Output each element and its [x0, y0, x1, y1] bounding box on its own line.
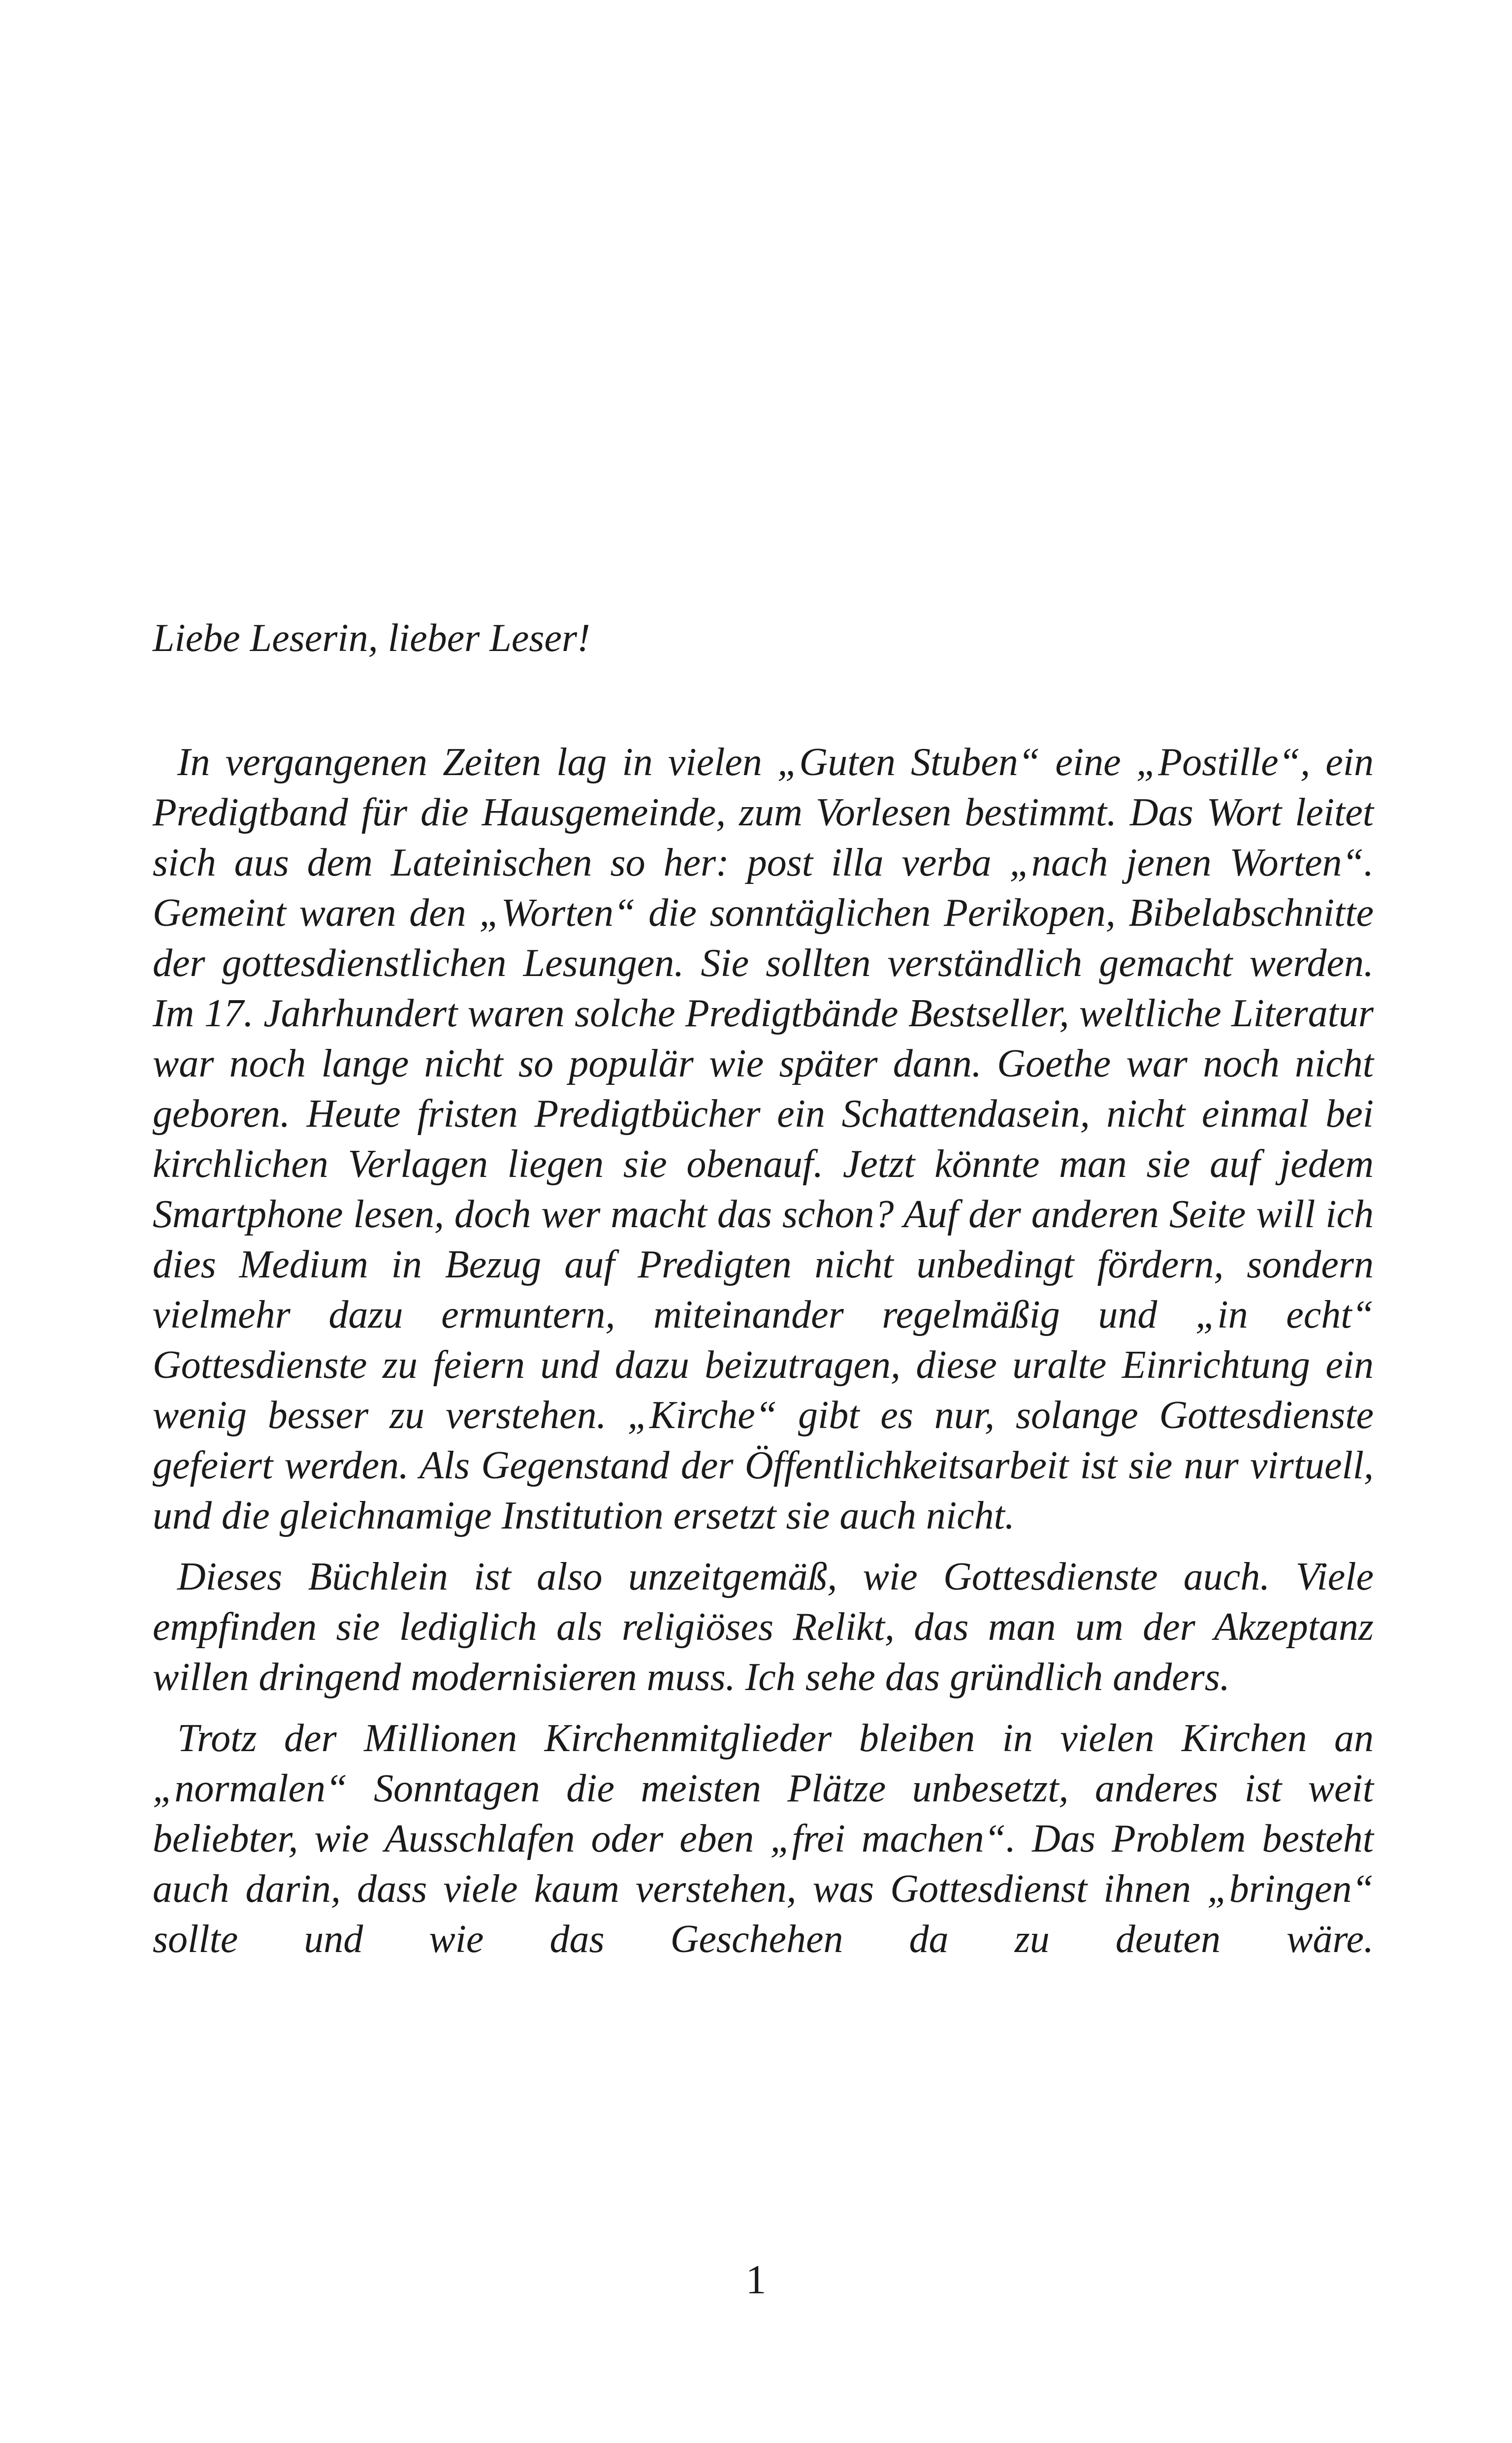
paragraph: Dieses Büchlein ist also unzeitgemäß, wie Gottesdienste auch. Viele empfinden sie lediglich als religiöses Relikt, das man um der Akzeptanz willen dringend modernisieren muss. Ich sehe das gründlich anders. [153, 1555, 1374, 1699]
body-text [153, 613, 1374, 1975]
page-number: 1 [745, 2257, 767, 2303]
paragraph: Trotz der Millionen Kirchenmitglieder bleiben in vielen Kirchen an „normalen“ Sonntagen die meisten Plätze unbesetzt, anderes ist weit beliebter, wie Ausschlafen oder eben „frei machen“. Das Problem besteht auch darin, dass viele kaum verstehen, was Gottesdienst ihnen „bringen“ sollte und wie das Geschehen da zu deuten wäre. [153, 1717, 1374, 1961]
paragraph: In vergangenen Zeiten lag in vielen „Guten Stuben“ eine „Postille“, ein Predigtband für die Hausgemeinde, zum Vorlesen bestimmt. Das Wort leitet sich aus dem Lateinischen so her: post illa verba „nach jenen Worten“. Gemeint waren den „Worten“ die sonntäglichen Perikopen, Bibelabschnitte der gottesdienstlichen Lesungen. Sie sollten verständlich gemacht werden. Im 17. Jahrhundert waren solche Predigtbände Bestseller, weltliche Literatur war noch lange nicht so populär wie später dann. Goethe war noch nicht geboren. Heute fristen Predigtbücher ein Schattendasein, nicht einmal bei kirchlichen Verlagen liegen sie obenauf. Jetzt könnte man sie auf jedem Smartphone lesen, doch wer macht das schon? Auf der anderen Seite will ich dies Medium in Bezug auf Predigten nicht unbedingt fördern, sondern vielmehr dazu ermuntern, miteinander regelmäßig und „in echt“ Gottesdienste zu feiern und dazu beizutragen, diese uralte Einrichtung ein wenig besser zu verstehen. „Kirche“ gibt es nur, solange Gottesdienste gefeiert werden. Als Gegenstand der Öffentlichkeitsarbeit ist sie nur virtuell, und die gleichnamige Institution ersetzt sie auch nicht. [153, 741, 1374, 1537]
salutation: Liebe Leserin, lieber Leser! [153, 617, 590, 660]
